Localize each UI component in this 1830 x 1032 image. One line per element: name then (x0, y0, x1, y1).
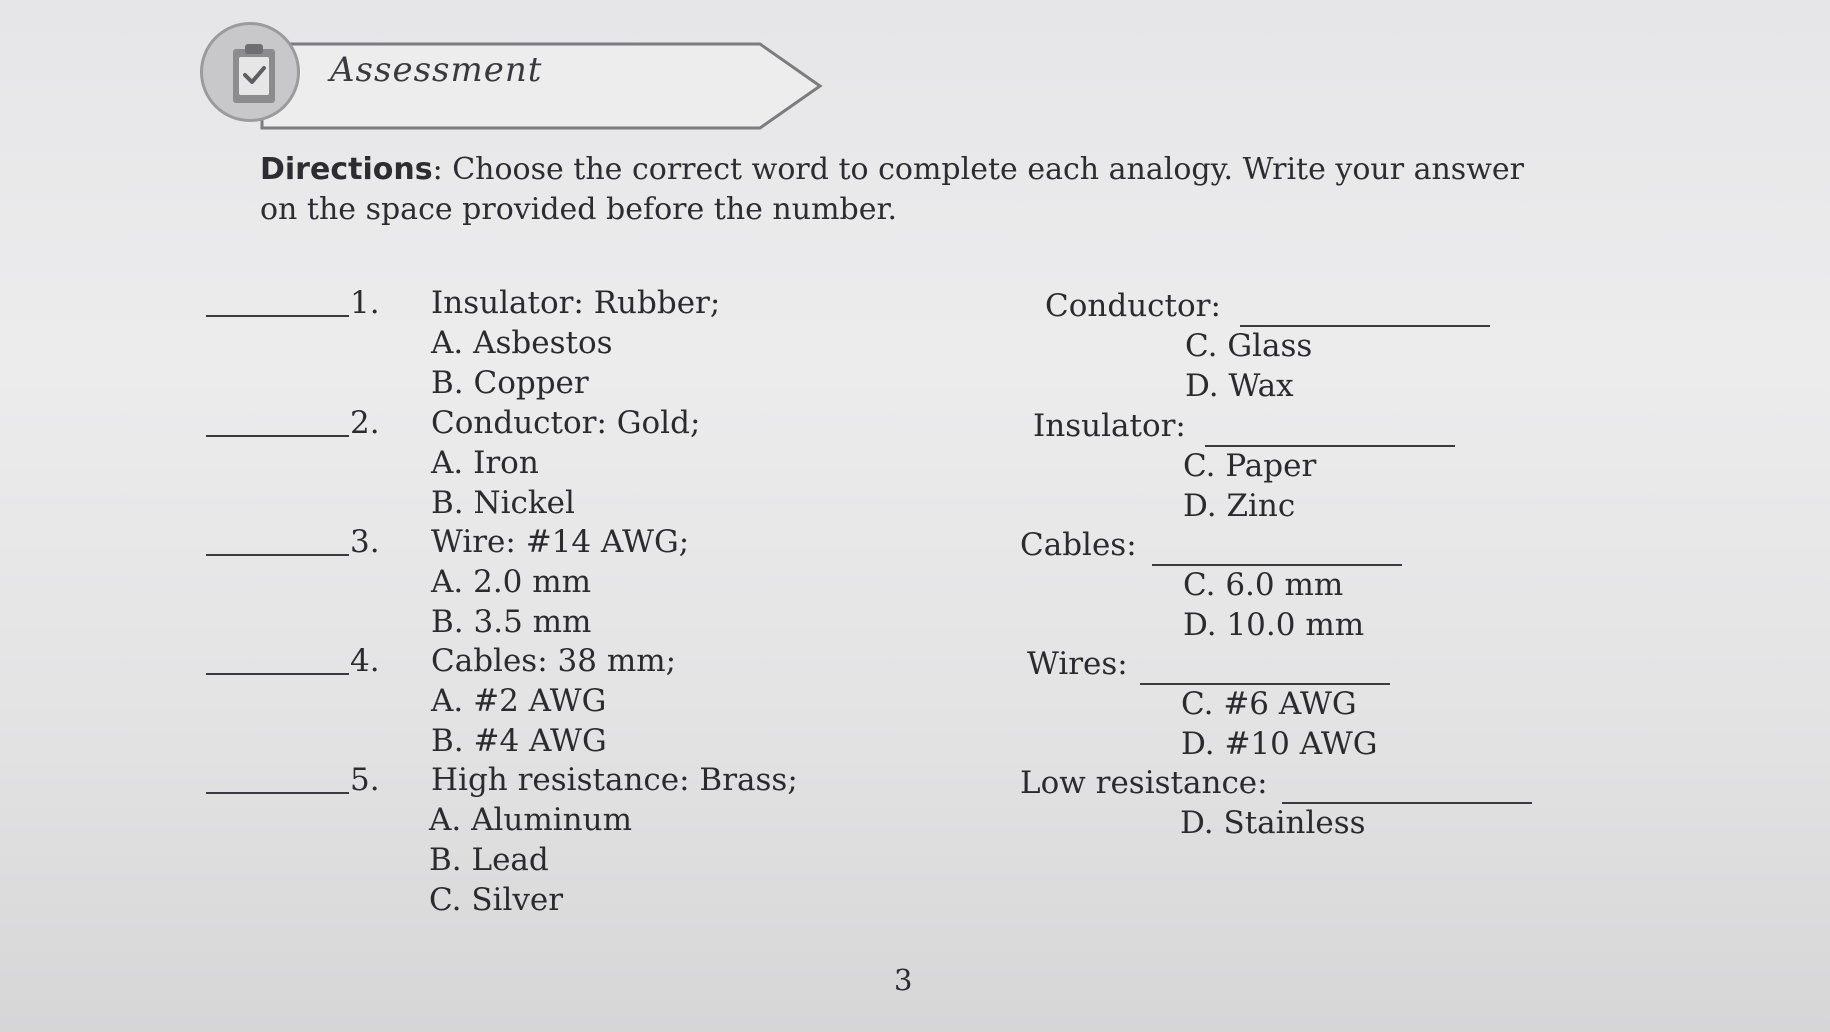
assessment-banner (200, 22, 630, 122)
analogy-first-pair: Wire: #14 AWG; (431, 524, 690, 560)
analogy-second-term: Insulator: (1033, 408, 1186, 444)
analogy-second-term: Cables: (1020, 527, 1137, 563)
option-c: C. Glass (1185, 328, 1313, 364)
analogy-second-term: Conductor: (1045, 288, 1221, 324)
option-b: B. Copper (431, 365, 589, 401)
directions-paragraph (260, 150, 1560, 230)
analogy-first-pair: Insulator: Rubber; (431, 285, 721, 321)
directions-label: Directions (260, 152, 433, 187)
option-d: D. Zinc (1183, 488, 1296, 524)
answer-blank[interactable] (206, 673, 349, 675)
analogy-answer-line[interactable] (1240, 325, 1490, 327)
option-d: D. #10 AWG (1181, 726, 1378, 762)
option-a: A. Aluminum (429, 802, 632, 838)
analogy-first-pair: Conductor: Gold; (431, 405, 701, 441)
clipboard-check-icon (229, 41, 279, 107)
question-item (0, 762, 1830, 922)
option-c: C. Silver (429, 882, 564, 918)
question-item (0, 643, 1830, 761)
question-number: 5. (350, 762, 380, 798)
analogy-answer-line[interactable] (1140, 683, 1390, 685)
assessment-title: Assessment (330, 50, 543, 90)
option-b: B. #4 AWG (431, 723, 607, 759)
page-number: 3 (894, 963, 913, 997)
directions-text: : Choose the correct word to complete each analogy. Write your answer on the space provided before the number. (260, 152, 1524, 227)
question-item (0, 405, 1830, 523)
option-b: B. 3.5 mm (431, 604, 592, 640)
question-number: 3. (350, 524, 380, 560)
option-b: B. Lead (429, 842, 549, 878)
question-item (0, 285, 1830, 403)
analogy-answer-line[interactable] (1205, 445, 1455, 447)
option-c: C. 6.0 mm (1183, 567, 1344, 603)
answer-blank[interactable] (206, 792, 349, 794)
analogy-answer-line[interactable] (1152, 564, 1402, 566)
option-c: C. #6 AWG (1181, 686, 1357, 722)
answer-blank[interactable] (206, 315, 349, 317)
analogy-second-term: Wires: (1027, 646, 1128, 682)
option-c: C. Paper (1183, 448, 1317, 484)
option-d: D. Stainless (1180, 805, 1366, 841)
option-a: A. #2 AWG (431, 683, 607, 719)
analogy-first-pair: High resistance: Brass; (431, 762, 798, 798)
analogy-second-term: Low resistance: (1020, 765, 1268, 801)
option-a: A. Iron (431, 445, 539, 481)
analogy-answer-line[interactable] (1282, 802, 1532, 804)
question-number: 4. (350, 643, 380, 679)
analogy-first-pair: Cables: 38 mm; (431, 643, 677, 679)
banner-icon-circle (200, 22, 300, 122)
option-d: D. Wax (1185, 368, 1294, 404)
option-b: B. Nickel (431, 485, 575, 521)
option-a: A. 2.0 mm (431, 564, 592, 600)
option-a: A. Asbestos (431, 325, 613, 361)
question-number: 2. (350, 405, 380, 441)
option-d: D. 10.0 mm (1183, 607, 1365, 643)
question-number: 1. (350, 285, 380, 321)
answer-blank[interactable] (206, 554, 349, 556)
answer-blank[interactable] (206, 435, 349, 437)
question-item (0, 524, 1830, 642)
